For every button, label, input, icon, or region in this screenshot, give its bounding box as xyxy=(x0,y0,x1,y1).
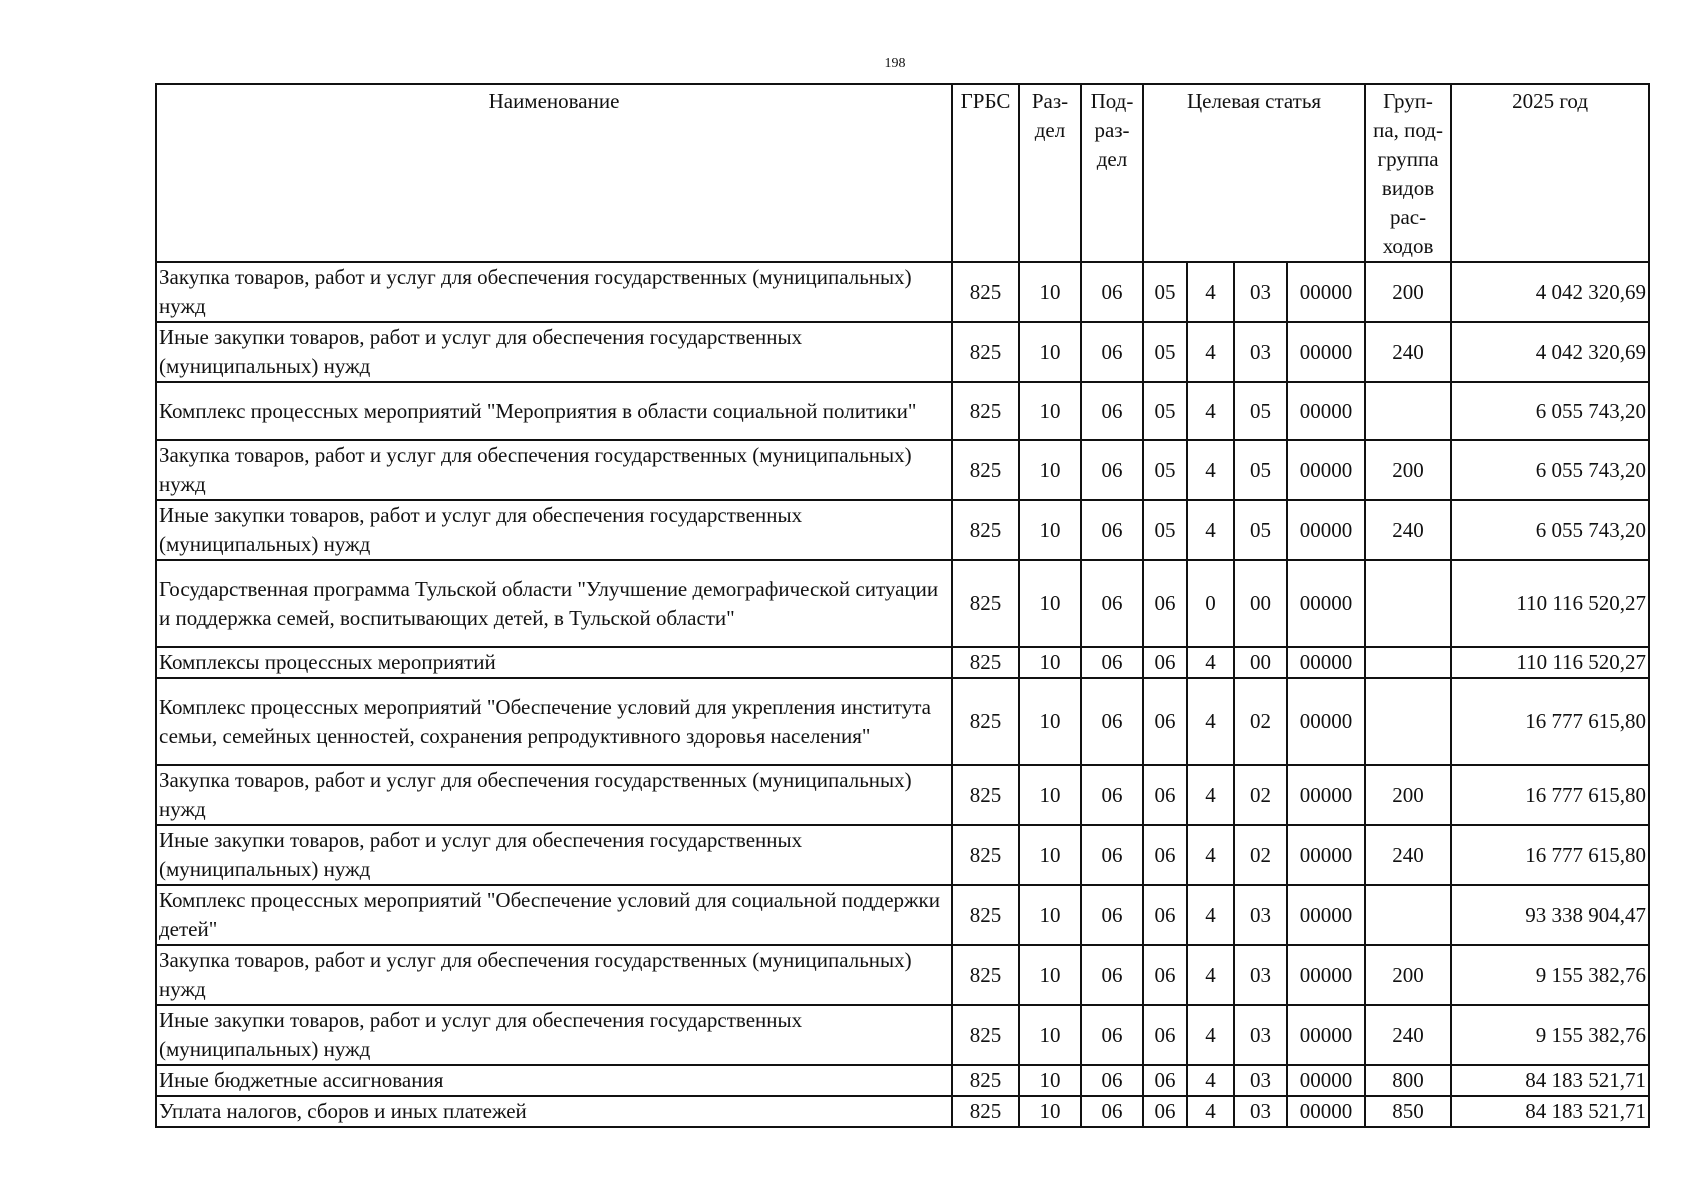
row-target-type: 4 xyxy=(1187,765,1234,825)
row-expense-group xyxy=(1365,885,1451,945)
row-target-program: 05 xyxy=(1143,322,1187,382)
row-target-direction: 00000 xyxy=(1287,765,1365,825)
row-target-program: 05 xyxy=(1143,382,1187,440)
row-razdel: 10 xyxy=(1019,647,1081,678)
row-name: Комплекс процессных мероприятий "Обеспечение условий для укрепления института семьи, семейных ценностей, сохранения репродуктивного здоровья населения" xyxy=(156,678,952,765)
row-razdel: 10 xyxy=(1019,560,1081,647)
row-name: Государственная программа Тульской области "Улучшение демографической ситуации и поддержка семей, воспитывающих детей, в Тульской области" xyxy=(156,560,952,647)
row-target-program: 06 xyxy=(1143,765,1187,825)
row-target-subprogram: 00 xyxy=(1234,647,1287,678)
row-target-type: 4 xyxy=(1187,262,1234,322)
row-podrazdel: 06 xyxy=(1081,262,1143,322)
row-podrazdel: 06 xyxy=(1081,678,1143,765)
row-target-type: 4 xyxy=(1187,500,1234,560)
row-amount: 9 155 382,76 xyxy=(1451,1005,1649,1065)
row-expense-group: 200 xyxy=(1365,440,1451,500)
row-name: Комплексы процессных мероприятий xyxy=(156,647,952,678)
row-target-program: 06 xyxy=(1143,945,1187,1005)
row-target-subprogram: 03 xyxy=(1234,322,1287,382)
row-grbs: 825 xyxy=(952,560,1019,647)
row-target-type: 4 xyxy=(1187,678,1234,765)
table-row xyxy=(156,647,1649,678)
row-expense-group: 200 xyxy=(1365,945,1451,1005)
row-expense-group xyxy=(1365,560,1451,647)
row-name: Комплекс процессных мероприятий "Обеспечение условий для социальной поддержки детей" xyxy=(156,885,952,945)
row-amount: 6 055 743,20 xyxy=(1451,500,1649,560)
row-target-direction: 00000 xyxy=(1287,382,1365,440)
row-grbs: 825 xyxy=(952,945,1019,1005)
row-grbs: 825 xyxy=(952,500,1019,560)
row-razdel: 10 xyxy=(1019,500,1081,560)
row-target-program: 06 xyxy=(1143,560,1187,647)
header-grbs: ГРБС xyxy=(952,84,1019,262)
row-grbs: 825 xyxy=(952,322,1019,382)
row-razdel: 10 xyxy=(1019,885,1081,945)
row-target-direction: 00000 xyxy=(1287,647,1365,678)
row-razdel: 10 xyxy=(1019,262,1081,322)
table-body xyxy=(156,262,1649,1127)
row-podrazdel: 06 xyxy=(1081,322,1143,382)
row-expense-group: 240 xyxy=(1365,322,1451,382)
row-razdel: 10 xyxy=(1019,1065,1081,1096)
row-expense-group: 850 xyxy=(1365,1096,1451,1127)
row-razdel: 10 xyxy=(1019,1005,1081,1065)
row-target-program: 06 xyxy=(1143,647,1187,678)
row-target-program: 06 xyxy=(1143,885,1187,945)
row-podrazdel: 06 xyxy=(1081,500,1143,560)
row-target-type: 4 xyxy=(1187,885,1234,945)
row-podrazdel: 06 xyxy=(1081,440,1143,500)
row-expense-group: 200 xyxy=(1365,262,1451,322)
row-target-type: 4 xyxy=(1187,322,1234,382)
row-razdel: 10 xyxy=(1019,678,1081,765)
row-grbs: 825 xyxy=(952,1096,1019,1127)
row-razdel: 10 xyxy=(1019,322,1081,382)
row-razdel: 10 xyxy=(1019,945,1081,1005)
row-target-program: 05 xyxy=(1143,440,1187,500)
row-podrazdel: 06 xyxy=(1081,945,1143,1005)
row-amount: 9 155 382,76 xyxy=(1451,945,1649,1005)
row-amount: 84 183 521,71 xyxy=(1451,1096,1649,1127)
row-amount: 4 042 320,69 xyxy=(1451,322,1649,382)
row-target-subprogram: 05 xyxy=(1234,382,1287,440)
row-grbs: 825 xyxy=(952,262,1019,322)
row-target-subprogram: 03 xyxy=(1234,1065,1287,1096)
row-grbs: 825 xyxy=(952,678,1019,765)
row-target-subprogram: 03 xyxy=(1234,1005,1287,1065)
row-amount: 4 042 320,69 xyxy=(1451,262,1649,322)
row-target-program: 05 xyxy=(1143,500,1187,560)
row-target-subprogram: 05 xyxy=(1234,440,1287,500)
row-target-type: 4 xyxy=(1187,1005,1234,1065)
table-row xyxy=(156,945,1649,1005)
row-target-program: 06 xyxy=(1143,1065,1187,1096)
row-target-type: 4 xyxy=(1187,825,1234,885)
row-podrazdel: 06 xyxy=(1081,1005,1143,1065)
row-amount: 93 338 904,47 xyxy=(1451,885,1649,945)
row-target-subprogram: 03 xyxy=(1234,1096,1287,1127)
row-target-direction: 00000 xyxy=(1287,262,1365,322)
row-razdel: 10 xyxy=(1019,382,1081,440)
row-grbs: 825 xyxy=(952,1005,1019,1065)
row-expense-group: 240 xyxy=(1365,825,1451,885)
row-podrazdel: 06 xyxy=(1081,765,1143,825)
row-target-type: 4 xyxy=(1187,382,1234,440)
table-row xyxy=(156,678,1649,765)
row-target-direction: 00000 xyxy=(1287,440,1365,500)
row-target-program: 06 xyxy=(1143,825,1187,885)
row-target-subprogram: 05 xyxy=(1234,500,1287,560)
row-grbs: 825 xyxy=(952,440,1019,500)
row-name: Иные закупки товаров, работ и услуг для обеспечения государственных (муниципальных) нужд xyxy=(156,500,952,560)
row-razdel: 10 xyxy=(1019,440,1081,500)
row-amount: 6 055 743,20 xyxy=(1451,382,1649,440)
row-podrazdel: 06 xyxy=(1081,647,1143,678)
table-row xyxy=(156,825,1649,885)
row-target-type: 4 xyxy=(1187,1096,1234,1127)
page-number: 198 xyxy=(884,56,906,71)
header-target-article: Целевая статья xyxy=(1143,84,1365,262)
row-amount: 6 055 743,20 xyxy=(1451,440,1649,500)
row-target-program: 05 xyxy=(1143,262,1187,322)
row-target-subprogram: 03 xyxy=(1234,885,1287,945)
row-grbs: 825 xyxy=(952,382,1019,440)
header-name: Наименование xyxy=(156,84,952,262)
row-grbs: 825 xyxy=(952,1065,1019,1096)
table-header-row xyxy=(156,84,1649,262)
row-expense-group xyxy=(1365,678,1451,765)
row-target-direction: 00000 xyxy=(1287,945,1365,1005)
row-target-subprogram: 02 xyxy=(1234,825,1287,885)
row-amount: 16 777 615,80 xyxy=(1451,825,1649,885)
row-grbs: 825 xyxy=(952,825,1019,885)
row-target-program: 06 xyxy=(1143,1005,1187,1065)
table-row xyxy=(156,262,1649,322)
table-row xyxy=(156,500,1649,560)
row-name: Закупка товаров, работ и услуг для обеспечения государственных (муниципальных) нужд xyxy=(156,765,952,825)
row-name: Закупка товаров, работ и услуг для обеспечения государственных (муниципальных) нужд xyxy=(156,945,952,1005)
row-target-subprogram: 02 xyxy=(1234,678,1287,765)
row-amount: 110 116 520,27 xyxy=(1451,560,1649,647)
row-name: Уплата налогов, сборов и иных платежей xyxy=(156,1096,952,1127)
row-target-direction: 00000 xyxy=(1287,322,1365,382)
row-amount: 16 777 615,80 xyxy=(1451,678,1649,765)
row-expense-group xyxy=(1365,382,1451,440)
row-amount: 110 116 520,27 xyxy=(1451,647,1649,678)
row-target-type: 4 xyxy=(1187,1065,1234,1096)
row-grbs: 825 xyxy=(952,647,1019,678)
row-name: Иные закупки товаров, работ и услуг для обеспечения государственных (муниципальных) нужд xyxy=(156,1005,952,1065)
table-row xyxy=(156,765,1649,825)
row-amount: 16 777 615,80 xyxy=(1451,765,1649,825)
row-podrazdel: 06 xyxy=(1081,560,1143,647)
row-target-direction: 00000 xyxy=(1287,500,1365,560)
row-razdel: 10 xyxy=(1019,765,1081,825)
row-target-program: 06 xyxy=(1143,678,1187,765)
row-grbs: 825 xyxy=(952,885,1019,945)
row-target-subprogram: 00 xyxy=(1234,560,1287,647)
row-podrazdel: 06 xyxy=(1081,1065,1143,1096)
row-podrazdel: 06 xyxy=(1081,885,1143,945)
row-target-direction: 00000 xyxy=(1287,1065,1365,1096)
row-name: Комплекс процессных мероприятий "Мероприятия в области социальной политики" xyxy=(156,382,952,440)
row-target-direction: 00000 xyxy=(1287,825,1365,885)
row-name: Иные бюджетные ассигнования xyxy=(156,1065,952,1096)
row-target-direction: 00000 xyxy=(1287,885,1365,945)
row-razdel: 10 xyxy=(1019,825,1081,885)
row-target-type: 0 xyxy=(1187,560,1234,647)
table-row xyxy=(156,322,1649,382)
table-row xyxy=(156,885,1649,945)
row-target-subprogram: 03 xyxy=(1234,262,1287,322)
row-name: Иные закупки товаров, работ и услуг для обеспечения государственных (муниципальных) нужд xyxy=(156,825,952,885)
row-expense-group: 240 xyxy=(1365,500,1451,560)
budget-table xyxy=(155,83,1650,1128)
table-row xyxy=(156,560,1649,647)
row-target-type: 4 xyxy=(1187,647,1234,678)
row-target-direction: 00000 xyxy=(1287,1005,1365,1065)
table-row xyxy=(156,1005,1649,1065)
row-podrazdel: 06 xyxy=(1081,382,1143,440)
row-target-direction: 00000 xyxy=(1287,678,1365,765)
row-expense-group: 800 xyxy=(1365,1065,1451,1096)
header-podrazdel: Под- раз- дел xyxy=(1081,84,1143,262)
table-row xyxy=(156,382,1649,440)
row-expense-group xyxy=(1365,647,1451,678)
header-razdel: Раз- дел xyxy=(1019,84,1081,262)
row-target-type: 4 xyxy=(1187,440,1234,500)
row-target-type: 4 xyxy=(1187,945,1234,1005)
row-podrazdel: 06 xyxy=(1081,1096,1143,1127)
row-grbs: 825 xyxy=(952,765,1019,825)
header-expense-group: Груп- па, под- группа видов рас- ходов xyxy=(1365,84,1451,262)
row-target-direction: 00000 xyxy=(1287,1096,1365,1127)
row-expense-group: 200 xyxy=(1365,765,1451,825)
row-expense-group: 240 xyxy=(1365,1005,1451,1065)
row-target-subprogram: 02 xyxy=(1234,765,1287,825)
row-name: Закупка товаров, работ и услуг для обеспечения государственных (муниципальных) нужд xyxy=(156,262,952,322)
row-name: Закупка товаров, работ и услуг для обеспечения государственных (муниципальных) нужд xyxy=(156,440,952,500)
row-target-direction: 00000 xyxy=(1287,560,1365,647)
table-row xyxy=(156,440,1649,500)
header-year-2025: 2025 год xyxy=(1451,84,1649,262)
row-name: Иные закупки товаров, работ и услуг для обеспечения государственных (муниципальных) нужд xyxy=(156,322,952,382)
row-razdel: 10 xyxy=(1019,1096,1081,1127)
row-amount: 84 183 521,71 xyxy=(1451,1065,1649,1096)
row-podrazdel: 06 xyxy=(1081,825,1143,885)
row-target-subprogram: 03 xyxy=(1234,945,1287,1005)
row-target-program: 06 xyxy=(1143,1096,1187,1127)
table-row xyxy=(156,1096,1649,1127)
table-row xyxy=(156,1065,1649,1096)
